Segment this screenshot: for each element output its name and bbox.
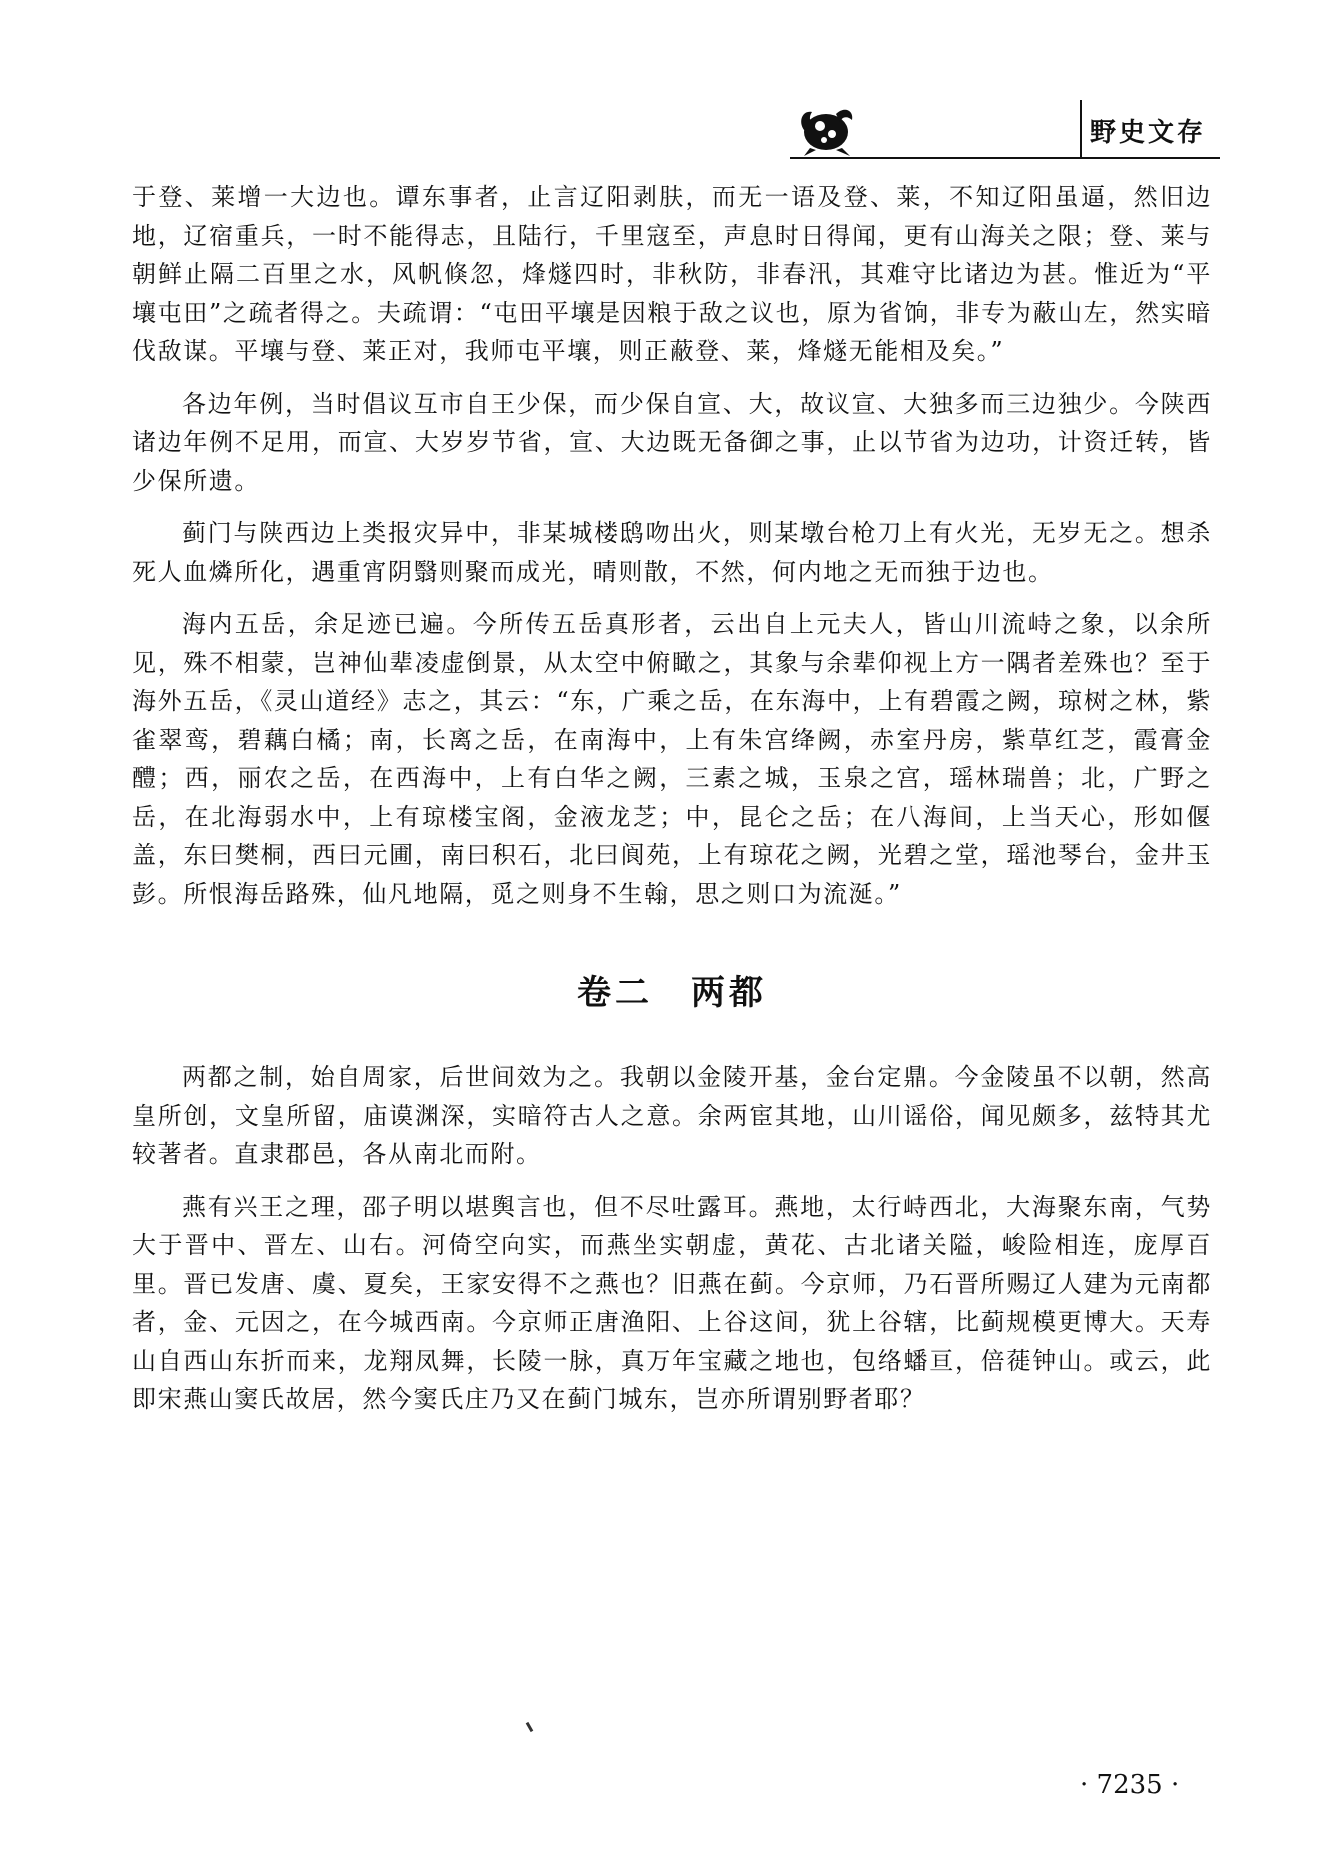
running-header-title: 野史文存 — [1090, 118, 1207, 148]
paragraph: 海内五岳，余足迹已遍。今所传五岳真形者，云出自上元夫人，皆山川流峙之象，以余所见，殊不相蒙，岂神仙辈凌虚倒景，从太空中俯瞰之，其象与余辈仰视上方一隅者差殊也？至于海外五岳，《灵山道经》志之，其云：“东，广乘之岳，在东海中，上有碧霞之阙，琼树之林，紫雀翠鸾，碧藕白橘；南，长离之岳，在南海中，上有朱宫绛阙，赤室丹房，紫草红芝，霞膏金醴；西，丽农之岳，在西海中，上有白华之阙，三素之城，玉泉之宫，瑶林瑞兽；北，广野之岳，在北海弱水中，上有琼楼宝阁，金液龙芝；中，昆仑之岳；在八海间，上当天心，形如偃盖，东曰樊桐，西曰元圃，南曰积石，北曰阆苑，上有琼花之阙，光碧之堂，瑶池琴台，金井玉彭。所恨海岳路殊，仙凡地隔，觅之则身不生翰，思之则口为流涎。” — [132, 610, 1212, 908]
scan-speck — [526, 1722, 534, 1732]
header-divider — [1080, 100, 1082, 158]
page-number: · 7235 · — [1080, 1770, 1180, 1800]
paragraph: 燕有兴王之理，邵子明以堪舆言也，但不尽吐露耳。燕地，太行峙西北，大海聚东南，气势大于晋中、晋左、山右。河倚空向实，而燕坐实朝虚，黄花、古北诸关隘，峻险相连，庞厚百里。晋已发唐、虞、夏矣，王家安得不之燕也？旧燕在蓟。今京师，乃石晋所赐辽人建为元南都者，金、元因之，在今城西南。今京师正唐渔阳、上谷这间，犹上谷辖，比蓟规模更博大。天寿山自西山东折而来，龙翔凤舞，长陵一脉，真万年宝藏之地也，包络蟠亘，倍蓰钟山。或云，此即宋燕山窦氏故居，然今窦氏庄乃又在蓟门城东，岂亦所谓别野者耶？ — [132, 1192, 1212, 1413]
page-body — [132, 178, 1212, 1433]
header-rule — [790, 157, 1220, 159]
paragraph: 两都之制，始自周家，后世间效为之。我朝以金陵开基，金台定鼎。今金陵虽不以朝，然高皇所创，文皇所留，庙谟渊深，实暗符古人之意。余两宦其地，山川谣俗，闻见颇多，兹特其尤较著者。直隶郡邑，各从南北而附。 — [132, 1063, 1212, 1168]
section-heading: 卷二 两都 — [577, 973, 767, 1013]
page-header — [790, 100, 1220, 160]
paragraph: 蓟门与陕西边上类报灾异中，非某城楼鸱吻出火，则某墩台枪刀上有火光，无岁无之。想杀死人血燐所化，遇重宵阴翳则聚而成光，晴则散，不然，何内地之无而独于边也。 — [132, 519, 1212, 586]
paragraph: 各边年例，当时倡议互市自王少保，而少保自宣、大，故议宣、大独多而三边独少。今陕西诸边年例不足用，而宣、大岁岁节省，宣、大边既无备御之事，止以节省为边功，计资迁转，皆少保所遗。 — [132, 389, 1212, 495]
paragraph: 于登、莱增一大边也。谭东事者，止言辽阳剥肤，而无一语及登、莱，不知辽阳虽逼，然旧边地，辽宿重兵，一时不能得志，且陆行，千里寇至，声息时日得闻，更有山海关之限；登、莱与朝鲜止隔二百里之水，风帆倏忽，烽燧四时，非秋防，非春汛，其难守比诸边为甚。惟近为“平壤屯田”之疏者得之。夫疏谓：“屯田平壤是因粮于敌之议也，原为省饷，非专为蔽山左，然实暗伐敌谋。平壤与登、莱正对，我师屯平壤，则正蔽登、莱，烽燧无能相及矣。” — [132, 183, 1212, 365]
dragon-emblem-icon — [796, 102, 856, 158]
